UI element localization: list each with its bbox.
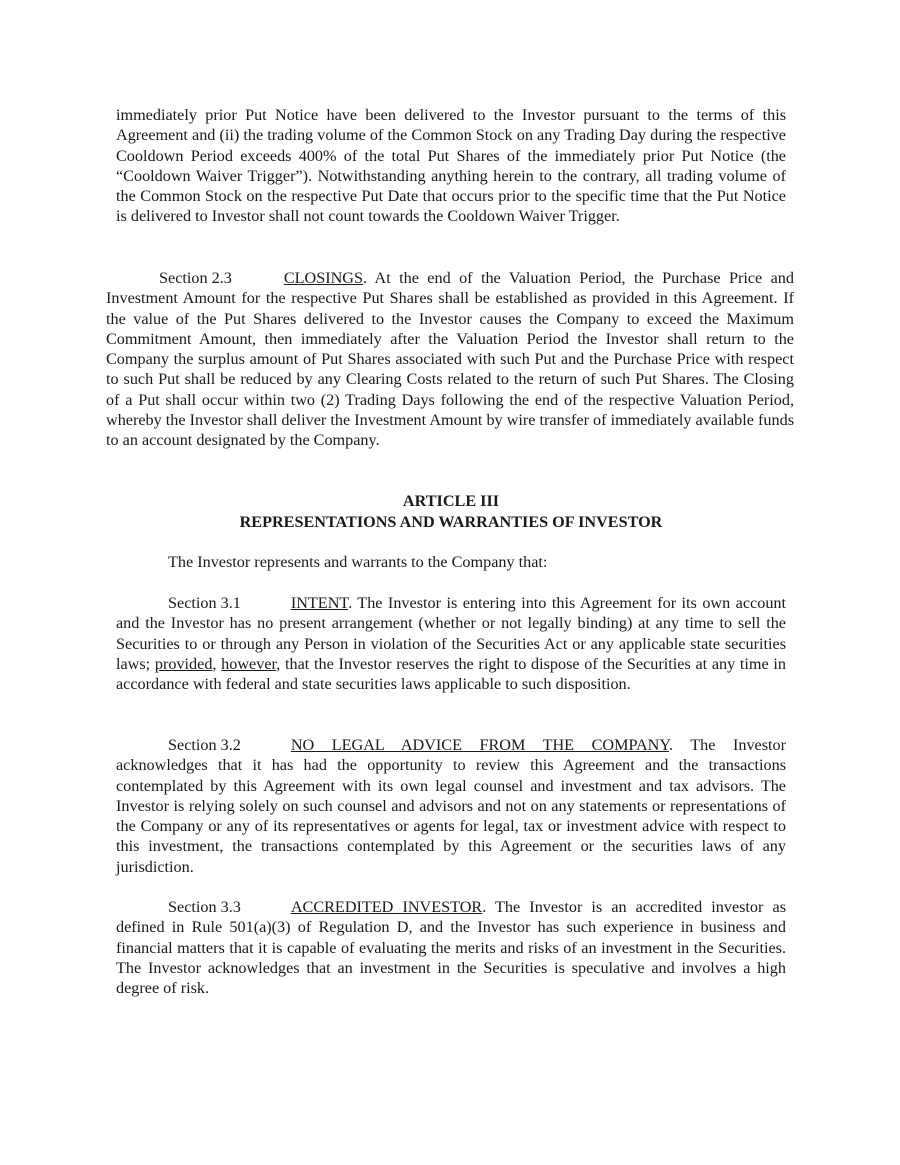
- article-title: REPRESENTATIONS AND WARRANTIES OF INVESTOR: [239, 513, 663, 531]
- section-3-3-body: . The Investor is an accredited investor as defined in Rule 501(a)(3) of Regulation D, and the Investor has such experience in business and financial matters that it is capable of evaluating the merits and risks of an investment in the Securities. The Investor acknowledges that an investment in the Securities is speculative and involves a high degree of risk.: [116, 898, 786, 998]
- section-3-1-title: INTENT: [290, 594, 349, 612]
- section-2-3-title: CLOSINGS: [283, 269, 363, 287]
- section-3-1-body-a: . The Investor is entering into this Agreement for its own account and the Investor has no present arrangement (whether or not legally binding) at any time to sell the Securities to or through any Person in violation of the Securities Act or any applicable state securities laws;: [116, 594, 786, 673]
- however-term: however: [221, 654, 277, 673]
- provided-term: provided: [154, 654, 213, 673]
- article-number: ARTICLE III: [402, 492, 500, 510]
- continuation-text: immediately prior Put Notice have been delivered to the Investor pursuant to the terms of this Agreement and (ii) the trading volume of the Common Stock on any Trading Day during the respective Cooldown Period exceeds 400% of the total Put Shares of the immediately prior Put Notice (the “Cooldown Waiver Trigger”). Notwithstanding anything herein to the contrary, all trading volume of the Common Stock on the respective Put Date that occurs prior to the specific time that the Put Notice is delivered to Investor shall not count towards the Cooldown Waiver Trigger.: [116, 106, 786, 226]
- article-intro: The Investor represents and warrants to the Company that:: [168, 553, 548, 571]
- section-3-1-sep: ,: [212, 654, 222, 673]
- section-3-3-label: Section 3.3: [168, 898, 241, 916]
- section-3-3-paragraph: [116, 897, 786, 998]
- section-3-2-label: Section 3.2: [168, 736, 241, 754]
- section-3-3-title: ACCREDITED INVESTOR: [290, 898, 483, 916]
- section-2-3-label: Section 2.3: [159, 269, 232, 287]
- continuation-paragraph: [116, 105, 786, 227]
- section-3-1-label: Section 3.1: [168, 594, 241, 612]
- section-3-1-paragraph: [116, 593, 786, 694]
- section-3-2-body: . The Investor acknowledges that it has had the opportunity to review this Agreement and the transactions contemplated by this Agreement with its own legal counsel and investment and tax advisors. The Investor is relying solely on such counsel and advisors and not on any statements or representations of the Company or any of its representatives or agents for legal, tax or investment advice with respect to this investment, the transactions contemplated by this Agreement or the securities laws of any jurisdiction.: [116, 736, 786, 876]
- section-3-2-paragraph: [116, 735, 786, 877]
- section-3-1-body-b: , that the Investor reserves the right to dispose of the Securities at any time in accordance with federal and state securities laws applicable to such disposition.: [116, 654, 786, 694]
- section-2-3-paragraph: [106, 268, 794, 451]
- section-2-3-body: . At the end of the Valuation Period, the Purchase Price and Investment Amount for the respective Put Shares shall be established as provided in this Agreement. If the value of the Put Shares delivered to the Investor causes the Company to exceed the Maximum Commitment Amount, then immediately after the Valuation Period the Investor shall return to the Company the surplus amount of Put Shares associated with such Put and the Purchase Price with respect to such Put shall be reduced by any Clearing Costs related to the return of such Put Shares. The Closing of a Put shall occur within two (2) Trading Days following the end of the respective Valuation Period, whereby the Investor shall deliver the Investment Amount by wire transfer of immediately available funds to an account designated by the Company.: [106, 269, 794, 450]
- section-3-2-title: NO LEGAL ADVICE FROM THE COMPANY: [290, 736, 669, 754]
